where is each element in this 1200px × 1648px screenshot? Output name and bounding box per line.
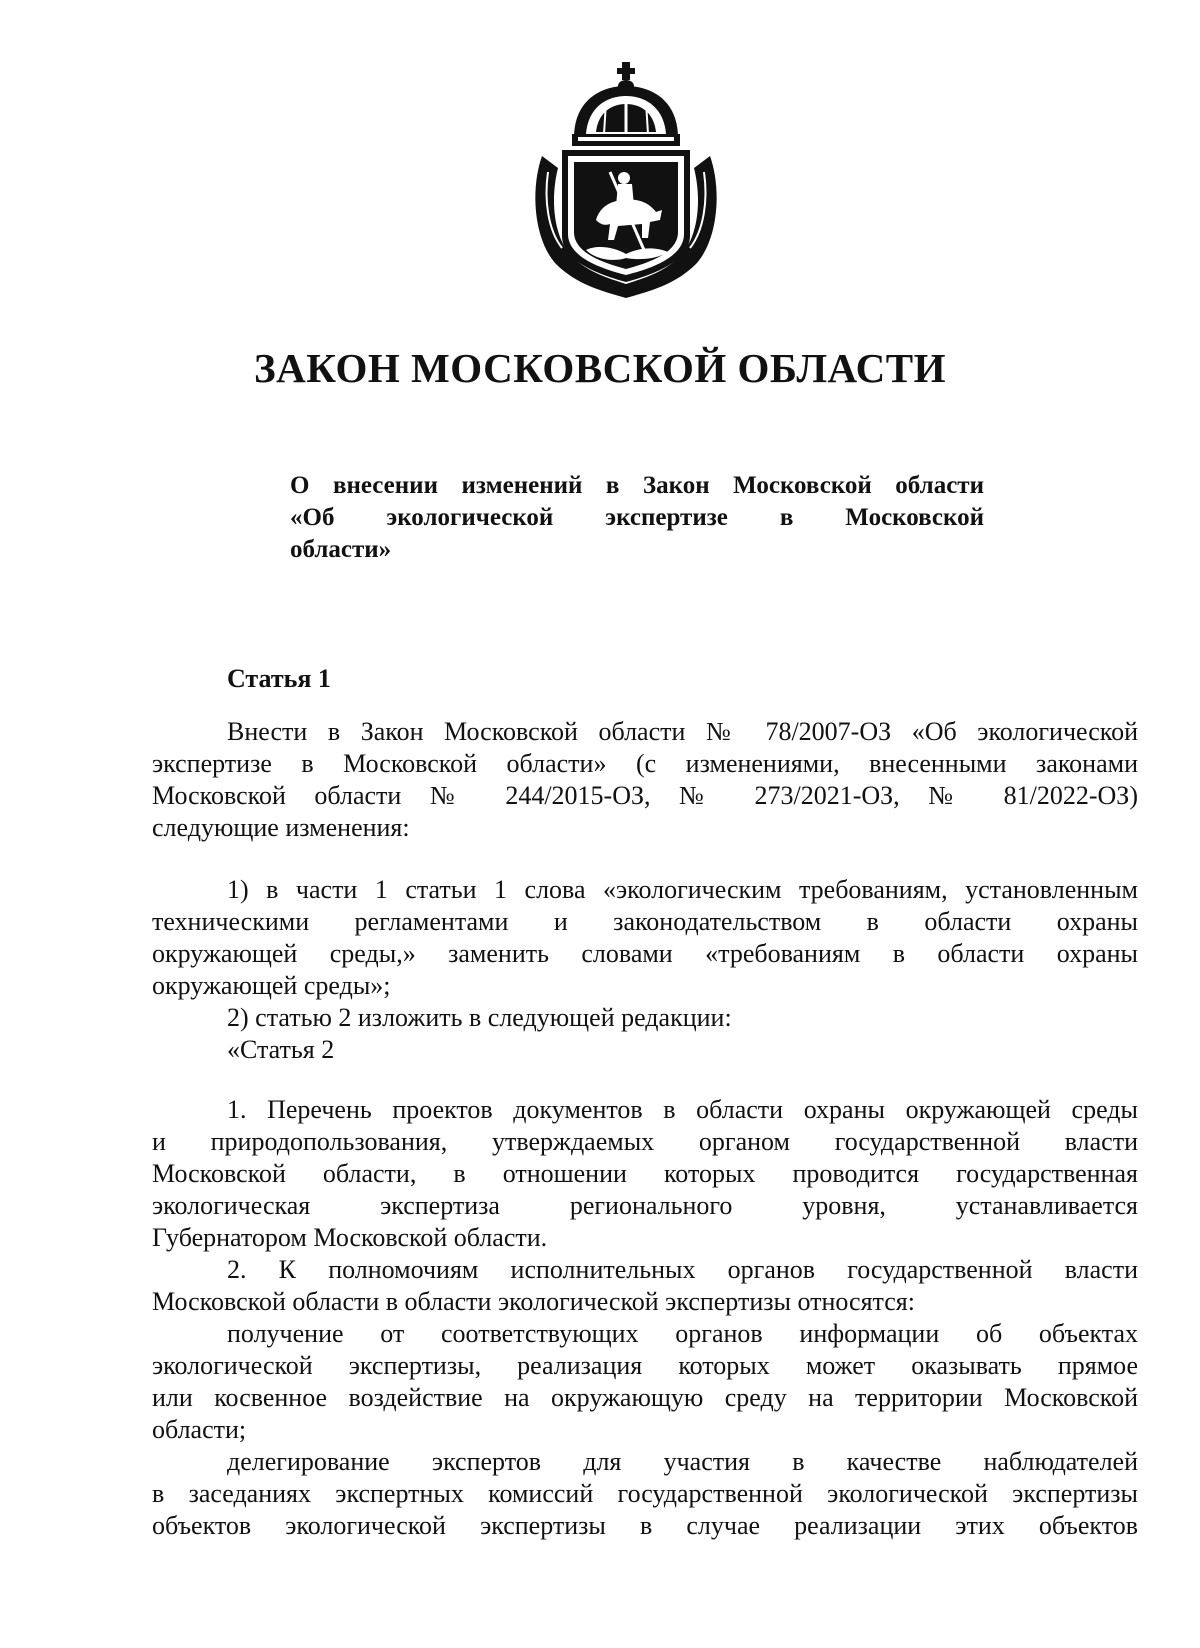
subject-line: области» (290, 536, 392, 563)
text-line: окружающей среды,» заменить словами «требованиям в области охраны (152, 939, 1138, 968)
subject-line: «Об экологической экспертизе в Московской (290, 504, 984, 531)
text-line: следующие изменения: (152, 813, 410, 842)
text-line: Московской области № 244/2015-ОЗ, № 273/2021-ОЗ, № 81/2022-ОЗ) (152, 781, 1138, 810)
subject-line: О внесении изменений в Закон Московской области (290, 472, 984, 499)
text-line: получение от соответствующих органов информации об объектах (227, 1319, 1138, 1348)
document-subject (290, 470, 984, 566)
text-line: 2. К полномочиям исполнительных органов государственной власти (227, 1255, 1138, 1284)
power-1-paragraph (152, 1318, 1138, 1446)
text-line: Московской области, в отношении которых проводится государственная (152, 1159, 1138, 1188)
text-line: делегирование экспертов для участия в качестве наблюдателей (227, 1447, 1138, 1476)
text-line: области; (152, 1415, 247, 1444)
clause-2-paragraph (152, 1254, 1138, 1318)
text-line: экспертизе в Московской области» (с изменениями, внесенными законами (152, 749, 1138, 778)
text-line: экологическая экспертиза регионального уровня, устанавливается (152, 1191, 1138, 1220)
item-2-paragraph: 2) статью 2 изложить в следующей редакции: (227, 1003, 732, 1032)
text-line: техническими регламентами и законодательством в области охраны (152, 907, 1138, 936)
text-line: Губернатором Московской области. (152, 1223, 548, 1252)
quoted-article-heading: «Статья 2 (227, 1035, 335, 1064)
text-line: объектов экологической экспертизы в случае реализации этих объектов (152, 1511, 1138, 1540)
text-line: и природопользования, утверждаемых органом государственной власти (152, 1127, 1138, 1156)
text-line: в заседаниях экспертных комиссий государственной экологической экспертизы (152, 1479, 1138, 1508)
article-heading: Статья 1 (227, 664, 331, 693)
text-line: Внести в Закон Московской области № 78/2007-ОЗ «Об экологической (227, 717, 1138, 746)
text-line: или косвенное воздействие на окружающую среду на территории Московской (152, 1383, 1138, 1412)
text-line: экологической экспертизы, реализация которых может оказывать прямое (152, 1351, 1138, 1380)
intro-paragraph (152, 716, 1138, 844)
text-line: 1. Перечень проектов документов в области охраны окружающей среды (227, 1095, 1138, 1124)
power-2-paragraph (152, 1446, 1138, 1542)
text-line: Московской области в области экологической экспертизы относятся: (152, 1287, 915, 1316)
document-title: ЗАКОН МОСКОВСКОЙ ОБЛАСТИ (254, 345, 946, 391)
clause-1-paragraph (152, 1094, 1138, 1254)
item-1-paragraph (152, 874, 1138, 1002)
text-line: окружающей среды»; (152, 971, 391, 1000)
coat-of-arms-icon (526, 60, 726, 300)
text-line: 1) в части 1 статьи 1 слова «экологическим требованиям, установленным (227, 875, 1138, 904)
article-body (152, 716, 1138, 1542)
